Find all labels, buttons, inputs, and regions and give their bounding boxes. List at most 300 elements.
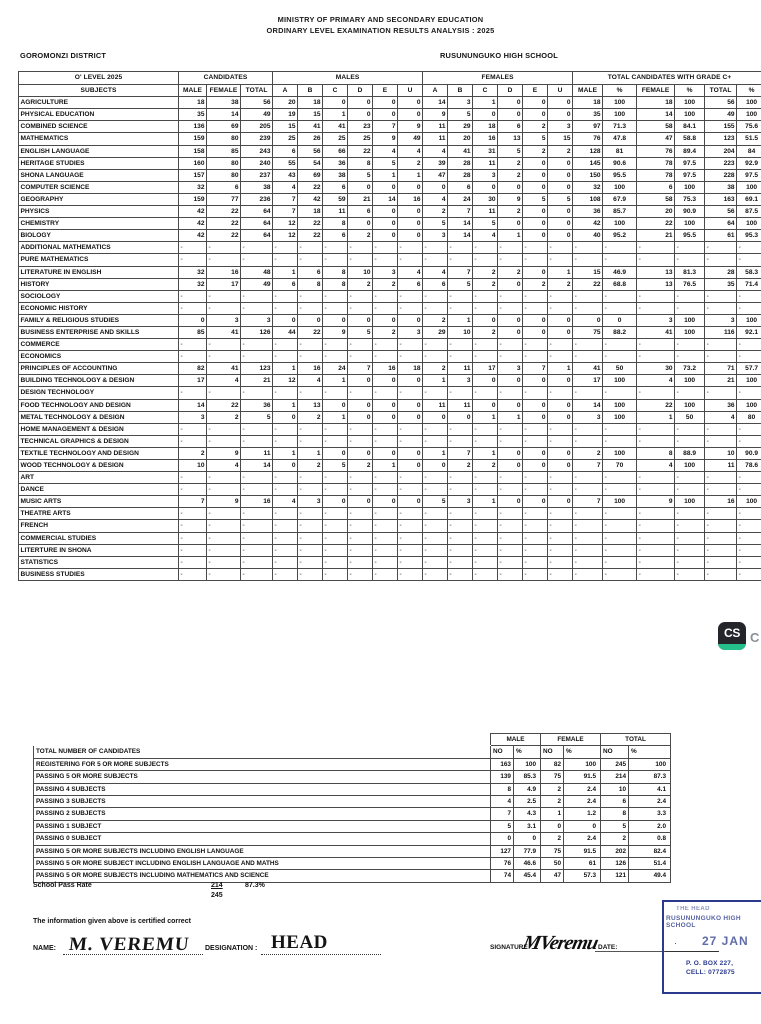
data-cell: 3 <box>705 314 737 326</box>
data-cell: 243 <box>241 145 273 157</box>
empty-cell: - <box>573 423 603 435</box>
data-cell: 0 <box>423 411 448 423</box>
data-cell: 0 <box>348 447 373 459</box>
table-title-cell: O' LEVEL 2025 <box>19 72 179 85</box>
summary-female-no-cell: 50 <box>541 858 564 870</box>
empty-cell: - <box>737 435 761 447</box>
empty-cell: - <box>298 242 323 254</box>
empty-cell: - <box>241 339 273 351</box>
data-cell: 22 <box>298 181 323 193</box>
stamp-po-box: P. O. BOX 227, <box>686 960 734 967</box>
data-cell: 228 <box>705 169 737 181</box>
data-cell: 56 <box>298 145 323 157</box>
data-cell: 24 <box>448 193 473 205</box>
empty-cell: - <box>523 339 548 351</box>
data-cell: 7 <box>373 121 398 133</box>
data-cell: 77 <box>207 193 241 205</box>
empty-cell: - <box>398 508 423 520</box>
empty-cell: - <box>241 351 273 363</box>
subject-name-cell: HOME MANAGEMENT & DESIGN <box>19 423 179 435</box>
data-cell: 75.6 <box>737 121 761 133</box>
summary-male-no-cell: 139 <box>491 771 514 783</box>
data-cell: 97.5 <box>675 157 705 169</box>
empty-cell: - <box>603 520 637 532</box>
data-cell: 1 <box>323 411 348 423</box>
data-cell: 32 <box>179 278 207 290</box>
data-cell: 18 <box>637 97 675 109</box>
table-row <box>19 520 761 532</box>
empty-cell: - <box>423 351 448 363</box>
data-cell: 76.5 <box>675 278 705 290</box>
data-cell: 1 <box>273 363 298 375</box>
data-cell: 128 <box>573 145 603 157</box>
data-cell: 30 <box>637 363 675 375</box>
summary-male-no-cell: 127 <box>491 845 514 857</box>
empty-cell: - <box>675 544 705 556</box>
data-cell: 20 <box>273 97 298 109</box>
summary-row-label: REGISTERING FOR 5 OR MORE SUBJECTS <box>34 758 491 770</box>
summary-col-female-no: NO <box>541 746 564 758</box>
empty-cell: - <box>423 472 448 484</box>
data-cell: 22 <box>637 399 675 411</box>
data-cell: 2 <box>498 169 523 181</box>
data-cell: 5 <box>473 218 498 230</box>
data-cell: 6 <box>207 181 241 193</box>
empty-cell: - <box>548 435 573 447</box>
empty-cell: - <box>548 351 573 363</box>
empty-cell: - <box>207 423 241 435</box>
data-cell: 150 <box>573 169 603 181</box>
data-cell: 5 <box>323 460 348 472</box>
empty-cell: - <box>207 556 241 568</box>
summary-group-header-row <box>34 734 671 746</box>
data-cell: 5 <box>348 169 373 181</box>
data-cell: 0 <box>498 460 523 472</box>
data-cell: 4 <box>705 411 737 423</box>
data-cell: 11 <box>423 121 448 133</box>
empty-cell: - <box>207 532 241 544</box>
data-cell: 0 <box>373 181 398 193</box>
summary-female-no-cell: 47 <box>541 870 564 882</box>
empty-cell: - <box>298 520 323 532</box>
data-cell: 95.3 <box>737 230 761 242</box>
data-cell: 25 <box>348 133 373 145</box>
subject-name-cell: PHYSICS <box>19 206 179 218</box>
empty-cell: - <box>323 423 348 435</box>
data-cell: 58.8 <box>675 133 705 145</box>
empty-cell: - <box>473 568 498 580</box>
summary-group-total: TOTAL <box>601 734 671 746</box>
data-cell: 13 <box>637 278 675 290</box>
data-cell: 7 <box>448 266 473 278</box>
data-cell: 67.9 <box>603 193 637 205</box>
empty-cell: - <box>705 387 737 399</box>
data-cell: 0 <box>603 314 637 326</box>
empty-cell: - <box>548 544 573 556</box>
summary-total-no-cell: 245 <box>601 758 629 770</box>
school-stamp <box>662 900 761 994</box>
empty-cell: - <box>323 290 348 302</box>
data-cell: 21 <box>348 193 373 205</box>
empty-cell: - <box>373 254 398 266</box>
summary-male-no-cell: 8 <box>491 783 514 795</box>
empty-cell: - <box>298 254 323 266</box>
summary-total-no-cell: 121 <box>601 870 629 882</box>
data-cell: 100 <box>737 218 761 230</box>
data-cell: 15 <box>548 133 573 145</box>
group-header-males: MALES <box>273 72 423 85</box>
summary-row-label: PASSING 4 SUBJECTS <box>34 783 491 795</box>
data-cell: 136 <box>179 121 207 133</box>
summary-female-no-cell: 2 <box>541 833 564 845</box>
data-cell: 100 <box>675 314 705 326</box>
empty-cell: - <box>179 472 207 484</box>
summary-male-no-cell: 4 <box>491 796 514 808</box>
data-cell: 0 <box>548 326 573 338</box>
data-cell: 41 <box>298 121 323 133</box>
data-cell: 58 <box>637 121 675 133</box>
data-cell: 5 <box>373 157 398 169</box>
data-cell: 0 <box>498 399 523 411</box>
table-row <box>19 544 761 556</box>
data-cell: 7 <box>273 193 298 205</box>
empty-cell: - <box>179 302 207 314</box>
summary-female-pct-cell: 2.4 <box>564 796 601 808</box>
data-cell: 6 <box>273 145 298 157</box>
table-row <box>19 326 761 338</box>
empty-cell: - <box>273 568 298 580</box>
subject-name-cell: PRINCIPLES OF ACCOUNTING <box>19 363 179 375</box>
empty-cell: - <box>573 532 603 544</box>
empty-cell: - <box>398 302 423 314</box>
empty-cell: - <box>737 351 761 363</box>
summary-group-female: FEMALE <box>541 734 601 746</box>
empty-cell: - <box>737 520 761 532</box>
empty-cell: - <box>637 351 675 363</box>
data-cell: 88.2 <box>603 326 637 338</box>
data-cell: 41 <box>323 121 348 133</box>
data-cell: 7 <box>523 363 548 375</box>
data-cell: 8 <box>298 278 323 290</box>
data-cell: 0 <box>498 496 523 508</box>
data-cell: 16 <box>241 496 273 508</box>
data-cell: 66 <box>323 145 348 157</box>
empty-cell: - <box>705 351 737 363</box>
data-cell: 155 <box>705 121 737 133</box>
data-cell: 0 <box>473 181 498 193</box>
empty-cell: - <box>675 254 705 266</box>
data-cell: 9 <box>637 496 675 508</box>
empty-cell: - <box>298 568 323 580</box>
data-cell: 0 <box>548 460 573 472</box>
empty-cell: - <box>675 351 705 363</box>
empty-cell: - <box>523 544 548 556</box>
data-cell: 5 <box>423 496 448 508</box>
empty-cell: - <box>603 387 637 399</box>
data-cell: 5 <box>448 278 473 290</box>
data-cell: 14 <box>448 218 473 230</box>
data-cell: 20 <box>637 206 675 218</box>
table-row <box>19 302 761 314</box>
document-header <box>0 14 761 36</box>
data-cell: 85 <box>207 145 241 157</box>
data-cell: 237 <box>241 169 273 181</box>
table-row <box>19 290 761 302</box>
data-cell: 0 <box>179 314 207 326</box>
empty-cell: - <box>348 254 373 266</box>
data-cell: 5 <box>548 193 573 205</box>
empty-cell: - <box>373 290 398 302</box>
empty-cell: - <box>348 387 373 399</box>
data-cell: 223 <box>705 157 737 169</box>
empty-cell: - <box>423 387 448 399</box>
data-cell: 17 <box>573 375 603 387</box>
subjects-results-table <box>18 71 761 581</box>
empty-cell: - <box>323 508 348 520</box>
group-header-females: FEMALES <box>423 72 573 85</box>
empty-cell: - <box>423 423 448 435</box>
data-cell: 100 <box>603 399 637 411</box>
data-cell: 0 <box>398 109 423 121</box>
data-cell: 26 <box>298 133 323 145</box>
col-male-a: A <box>273 84 298 97</box>
empty-cell: - <box>548 532 573 544</box>
empty-cell: - <box>705 242 737 254</box>
subject-name-cell: HISTORY <box>19 278 179 290</box>
data-cell: 2 <box>298 460 323 472</box>
empty-cell: - <box>373 423 398 435</box>
summary-total-pct-cell: 4.1 <box>629 783 671 795</box>
subjects-results-table-container <box>18 71 758 581</box>
data-cell: 78 <box>637 157 675 169</box>
summary-corner-cell <box>34 734 491 746</box>
data-cell: 1 <box>448 314 473 326</box>
school-name-label: RUSUNUNGUKO HIGH SCHOOL <box>440 51 558 60</box>
empty-cell: - <box>603 302 637 314</box>
data-cell: 9 <box>498 193 523 205</box>
data-cell: 16 <box>705 496 737 508</box>
data-cell: 82 <box>179 363 207 375</box>
col-male-d: D <box>348 84 373 97</box>
data-cell: 11 <box>423 399 448 411</box>
data-cell: 1 <box>548 363 573 375</box>
data-cell: 2 <box>473 326 498 338</box>
empty-cell: - <box>523 351 548 363</box>
empty-cell: - <box>179 339 207 351</box>
empty-cell: - <box>241 568 273 580</box>
subject-name-cell: TECHNICAL GRAPHICS & DESIGN <box>19 435 179 447</box>
data-cell: 71 <box>705 363 737 375</box>
subject-name-cell: LITERTURE IN SHONA <box>19 544 179 556</box>
empty-cell: - <box>273 532 298 544</box>
table-row <box>19 254 761 266</box>
empty-cell: - <box>675 484 705 496</box>
empty-cell: - <box>179 508 207 520</box>
data-cell: 0 <box>523 206 548 218</box>
empty-cell: - <box>573 435 603 447</box>
data-cell: 3 <box>398 326 423 338</box>
empty-cell: - <box>323 472 348 484</box>
data-cell: 2 <box>473 460 498 472</box>
col-female-u: U <box>548 84 573 97</box>
empty-cell: - <box>448 544 473 556</box>
table-row <box>19 278 761 290</box>
data-cell: 75 <box>573 326 603 338</box>
data-cell: 0 <box>523 266 548 278</box>
empty-cell: - <box>423 508 448 520</box>
empty-cell: - <box>473 508 498 520</box>
empty-cell: - <box>498 520 523 532</box>
pass-rate-label: School Pass Rate <box>33 882 92 889</box>
data-cell: 40 <box>573 230 603 242</box>
sub-header <box>0 51 761 65</box>
data-cell: 100 <box>675 109 705 121</box>
empty-cell: - <box>423 435 448 447</box>
summary-female-no-cell: 1 <box>541 808 564 820</box>
empty-cell: - <box>207 351 241 363</box>
empty-cell: - <box>241 472 273 484</box>
summary-male-pct-cell: 2.5 <box>514 796 541 808</box>
data-cell: 2 <box>473 266 498 278</box>
empty-cell: - <box>603 290 637 302</box>
analysis-subtitle: ORDINARY LEVEL EXAMINATION RESULTS ANALYSIS : 2025 <box>266 26 495 35</box>
data-cell: 75.3 <box>675 193 705 205</box>
data-cell: 2 <box>498 206 523 218</box>
empty-cell: - <box>423 254 448 266</box>
data-cell: 28 <box>448 157 473 169</box>
empty-cell: - <box>423 556 448 568</box>
data-cell: 0 <box>373 206 398 218</box>
data-cell: 7 <box>348 363 373 375</box>
data-cell: 4 <box>273 496 298 508</box>
summary-table-row <box>34 808 671 820</box>
subject-name-cell: ART <box>19 472 179 484</box>
data-cell: 3 <box>448 375 473 387</box>
empty-cell: - <box>603 254 637 266</box>
data-cell: 2 <box>298 411 323 423</box>
data-cell: 0 <box>423 460 448 472</box>
empty-cell: - <box>448 242 473 254</box>
empty-cell: - <box>705 532 737 544</box>
empty-cell: - <box>603 351 637 363</box>
summary-male-no-cell: 76 <box>491 858 514 870</box>
data-cell: 85.7 <box>603 206 637 218</box>
summary-female-no-cell: 2 <box>541 796 564 808</box>
empty-cell: - <box>179 544 207 556</box>
empty-cell: - <box>398 520 423 532</box>
empty-cell: - <box>179 435 207 447</box>
data-cell: 88.9 <box>675 447 705 459</box>
data-cell: 0 <box>473 314 498 326</box>
empty-cell: - <box>548 290 573 302</box>
summary-male-pct-cell: 85.3 <box>514 771 541 783</box>
data-cell: 95.5 <box>675 230 705 242</box>
data-cell: 2 <box>523 145 548 157</box>
data-cell: 2 <box>498 266 523 278</box>
data-cell: 69 <box>207 121 241 133</box>
data-cell: 2 <box>448 460 473 472</box>
empty-cell: - <box>273 339 298 351</box>
subject-name-cell: COMBINED SCIENCE <box>19 121 179 133</box>
data-cell: 2 <box>348 278 373 290</box>
empty-cell: - <box>207 508 241 520</box>
group-header-row <box>19 72 761 85</box>
data-cell: 11 <box>448 399 473 411</box>
empty-cell: - <box>637 387 675 399</box>
empty-cell: - <box>473 423 498 435</box>
empty-cell: - <box>603 544 637 556</box>
summary-group-male: MALE <box>491 734 541 746</box>
empty-cell: - <box>523 508 548 520</box>
data-cell: 84 <box>737 145 761 157</box>
empty-cell: - <box>573 520 603 532</box>
empty-cell: - <box>473 242 498 254</box>
empty-cell: - <box>498 472 523 484</box>
table-row <box>19 423 761 435</box>
empty-cell: - <box>603 532 637 544</box>
empty-cell: - <box>705 290 737 302</box>
summary-sub-header-row <box>34 746 671 758</box>
data-cell: 92.1 <box>737 326 761 338</box>
empty-cell: - <box>348 339 373 351</box>
data-cell: 0 <box>373 218 398 230</box>
data-cell: 18 <box>473 121 498 133</box>
col-male-u: U <box>398 84 423 97</box>
summary-total-pct-cell: 0.8 <box>629 833 671 845</box>
empty-cell: - <box>523 484 548 496</box>
data-cell: 0 <box>273 460 298 472</box>
col-male-e: E <box>373 84 398 97</box>
empty-cell: - <box>207 254 241 266</box>
table-row <box>19 230 761 242</box>
data-cell: 43 <box>273 169 298 181</box>
subject-name-cell: AGRICULTURE <box>19 97 179 109</box>
data-cell: 25 <box>323 133 348 145</box>
empty-cell: - <box>573 568 603 580</box>
summary-row-label: PASSING 3 SUBJECTS <box>34 796 491 808</box>
data-cell: 9 <box>423 109 448 121</box>
data-cell: 0 <box>373 314 398 326</box>
data-cell: 2 <box>423 363 448 375</box>
empty-cell: - <box>179 532 207 544</box>
data-cell: 22 <box>207 206 241 218</box>
data-cell: 17 <box>473 363 498 375</box>
data-cell: 7 <box>448 206 473 218</box>
empty-cell: - <box>498 568 523 580</box>
empty-cell: - <box>675 508 705 520</box>
data-cell: 57.7 <box>737 363 761 375</box>
summary-female-pct-cell: 91.5 <box>564 771 601 783</box>
empty-cell: - <box>523 423 548 435</box>
empty-cell: - <box>637 435 675 447</box>
data-cell: 0 <box>498 314 523 326</box>
data-cell: 0 <box>398 206 423 218</box>
data-cell: 64 <box>241 206 273 218</box>
subject-name-cell: FOOD TECHNOLOGY AND DESIGN <box>19 399 179 411</box>
summary-female-pct-cell: 2.4 <box>564 783 601 795</box>
data-cell: 10 <box>179 460 207 472</box>
empty-cell: - <box>348 242 373 254</box>
stamp-line-1: THE HEAD <box>676 906 710 912</box>
subject-name-cell: CHEMISTRY <box>19 218 179 230</box>
data-cell: 100 <box>675 460 705 472</box>
data-cell: 89.4 <box>675 145 705 157</box>
empty-cell: - <box>705 556 737 568</box>
empty-cell: - <box>737 544 761 556</box>
empty-cell: - <box>423 568 448 580</box>
summary-table-body <box>34 758 671 882</box>
data-cell: 123 <box>705 133 737 145</box>
